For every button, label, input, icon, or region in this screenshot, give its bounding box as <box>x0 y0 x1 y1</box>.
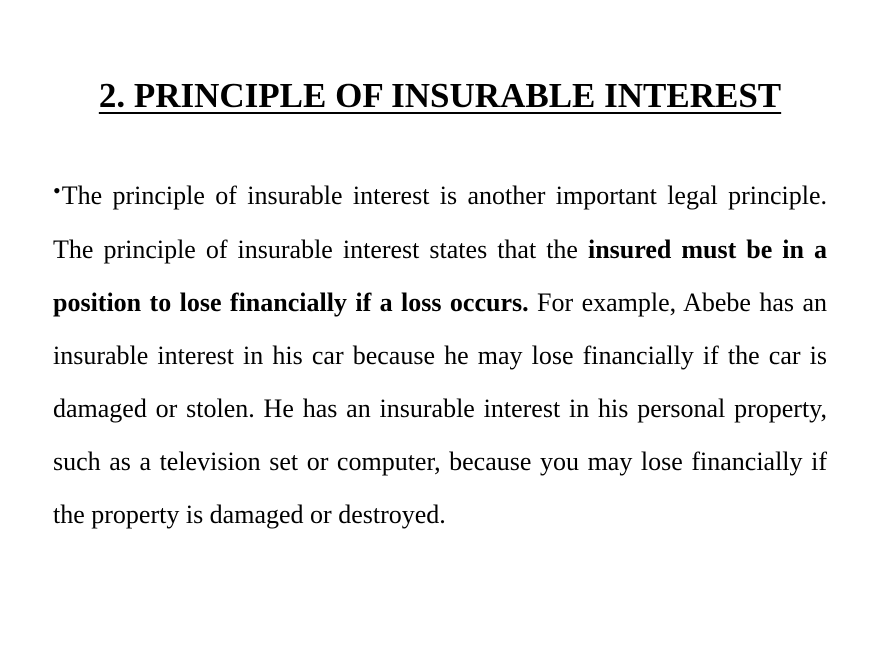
slide-title <box>0 72 880 120</box>
bullet-icon: • <box>53 178 61 203</box>
paragraph-emphasis: insured must be in a position to lose financially if a loss occurs. <box>53 235 827 317</box>
slide-title-text: 2. PRINCIPLE OF INSURABLE INTEREST <box>98 76 782 115</box>
paragraph-intro: The principle of insurable interest is another important legal principle. The principle of insurable interest states that the <box>53 181 827 264</box>
bullet-paragraph <box>53 169 827 541</box>
paragraph-rest: For example, Abebe has an insurable interest in his car because he may lose financially if the car is damaged or stolen. He has an insurable interest in his personal property, such as a television set or computer, because you may lose financially if the property is damaged or destroyed. <box>53 288 827 529</box>
